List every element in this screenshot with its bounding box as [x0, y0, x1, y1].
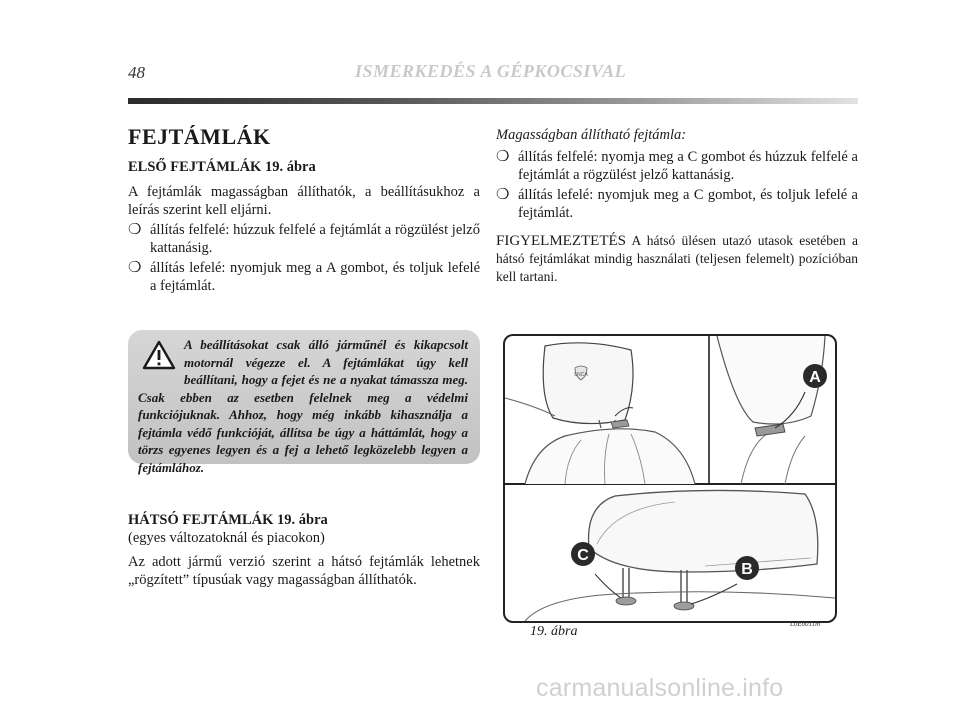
section-title: FEJTÁMLÁK	[128, 124, 271, 149]
rear-warning	[496, 232, 858, 286]
warning-text: A beállításokat csak álló járműnél és kikapcsolt motornál végezze el. A fejtámlákat úgy kell beállítani, hogy a fejet és ne a nyakat támassza meg. Csak ebben az esetben felelnek meg a védelmi funkciójuknak. Ahhoz, hogy még inkább kihasználja a fejtámla védő funkcióját, állítsa be úgy a háttámlát, hogy a törzs egyenes legyen és a fej a lehető legközelebb legyen a fejtámlához.	[138, 337, 468, 475]
bullet-text: állítás lefelé: nyomjuk meg a C gombot, és toljuk lefelé a fejtámlát.	[518, 187, 858, 221]
adjustable-bullet-2	[496, 186, 858, 222]
headrest-illustration	[505, 336, 835, 621]
figure-badge-a: A	[809, 369, 821, 386]
chapter-title: ISMERKEDÉS A GÉPKOCSIVAL	[355, 61, 627, 81]
bullet-text: állítás felfelé: nyomja meg a C gombot és húzzuk felfelé a fejtámlát a rögzülést jelző kattanásig.	[518, 149, 858, 183]
bullet-mark: ❍	[128, 222, 142, 238]
figure-caption: 19. ábra	[530, 624, 578, 639]
rear-warning-label: FIGYELMEZTETÉS	[496, 233, 626, 249]
warning-box	[128, 330, 480, 475]
bullet-mark: ❍	[496, 149, 510, 165]
bullet-text: állítás felfelé: húzzuk felfelé a fejtámlát a rögzülést jelző kattanásig.	[150, 222, 480, 256]
adjustable-bullet-1	[496, 148, 858, 184]
figure-code: L0E0011m	[790, 620, 821, 628]
figure-badge-c: C	[577, 547, 589, 564]
figure-19	[503, 334, 837, 623]
bullet-text: állítás lefelé: nyomjuk meg a A gombot, és toljuk lefelé a fejtámlát.	[150, 260, 480, 294]
front-heading: ELSŐ FEJTÁMLÁK 19. ábra	[128, 159, 316, 175]
watermark: carmanualsonline.info	[536, 674, 784, 702]
bullet-mark: ❍	[128, 260, 142, 276]
header-rule	[128, 98, 858, 104]
rear-subheading: (egyes változatoknál és piacokon)	[128, 530, 325, 546]
warning-text-block	[138, 336, 468, 476]
rear-warning-body: A hátsó ülésen utazó utasok esetében a hátsó fejtámlákat mindig használati (teljesen felemelt) pozícióban kell tartani.	[496, 233, 858, 284]
front-bullet-2	[128, 259, 480, 295]
rear-text: Az adott jármű verzió szerint a hátsó fejtámlák lehetnek „rögzített” típusúak vagy magasságban állíthatók.	[128, 554, 480, 588]
figure-logo-text: LNCA	[574, 372, 588, 378]
adjustable-heading: Magasságban állítható fejtámla:	[496, 127, 687, 143]
front-intro: A fejtámlák magasságban állíthatók, a beállításukhoz a leírás szerint kell eljárni.	[128, 184, 480, 218]
front-bullet-1	[128, 221, 480, 257]
figure-badge-b: B	[741, 561, 753, 578]
bullet-mark: ❍	[496, 187, 510, 203]
rear-heading: HÁTSÓ FEJTÁMLÁK 19. ábra	[128, 512, 328, 528]
page-number: 48	[128, 63, 145, 82]
